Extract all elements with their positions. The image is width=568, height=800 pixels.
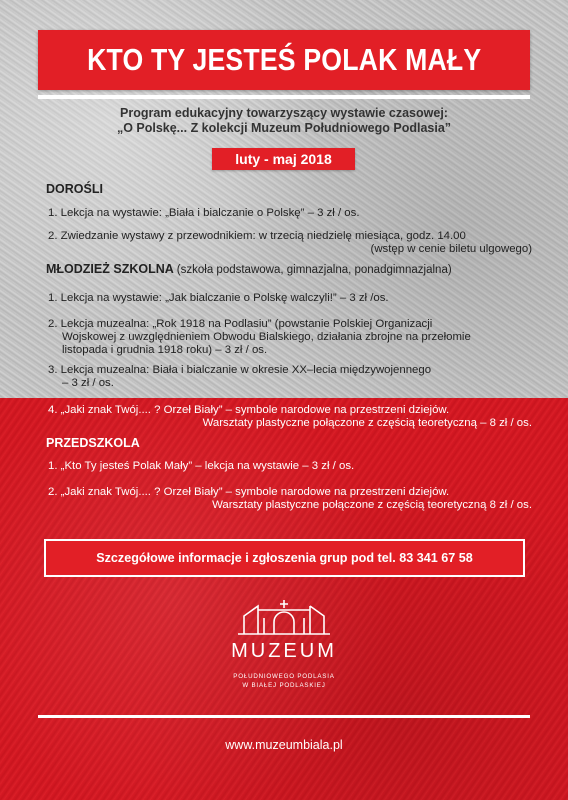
section-heading-adults: DOROŚLI <box>46 182 103 196</box>
contact-info-box <box>44 539 525 577</box>
youth-item-1: 1. Lekcja na wystawie: „Jak bialczanie o Polskę walczyli!” – 3 zł /os. <box>48 292 389 304</box>
preschool-item-2-line-1: 2. „Jaki znak Twój.... ? Orzeł Biały” – symbole narodowe na przestrzeni dziejów. <box>48 486 450 498</box>
youth-item-4-line-2: Warsztaty plastyczne połączone z częścią teoretyczną – 8 zł / os. <box>202 417 532 429</box>
website-link[interactable]: www.muzeumbiala.pl <box>225 738 343 752</box>
adults-item-2-line-1: 2. Zwiedzanie wystawy z przewodnikiem: w trzecią niedzielę miesiąca, godz. 14.00 <box>48 230 466 242</box>
youth-heading: MŁODZIEŻ SZKOLNA <box>46 262 174 276</box>
footer-divider <box>38 715 530 718</box>
youth-item-4 <box>48 404 532 430</box>
section-heading-youth <box>46 262 452 276</box>
preschool-item-2-line-2: Warsztaty plastyczne połączone z częścią teoretyczną 8 zł / os. <box>212 499 532 511</box>
youth-item-2-line-3: listopada i grudnia 1918 roku) – 3 zł / os. <box>62 344 268 356</box>
museum-subtitle <box>184 672 384 690</box>
museum-building-icon <box>234 598 334 636</box>
museum-subtitle-line-1: POŁUDNIOWEGO PODLASIA <box>233 673 335 680</box>
museum-name: MUZEUM <box>231 640 337 662</box>
museum-subtitle-line-2: W BIAŁEJ PODLASKIEJ <box>242 682 326 689</box>
youth-item-2 <box>48 318 532 357</box>
title-underline <box>38 95 530 99</box>
youth-item-4-line-1: 4. „Jaki znak Twój.... ? Orzeł Biały” – symbole narodowe na przestrzeni dziejów. <box>48 404 450 416</box>
title-banner <box>38 30 530 90</box>
youth-heading-note: (szkoła podstawowa, gimnazjalna, ponadgimnazjalna) <box>176 264 452 276</box>
adults-item-2 <box>48 230 532 256</box>
adults-item-2-line-2: (wstęp w cenie biletu ulgowego) <box>370 243 532 255</box>
subtitle-line-2: „O Polskę... Z kolekcji Muzeum Południowego Podlasia” <box>116 121 452 135</box>
youth-item-3 <box>48 364 532 390</box>
date-badge: luty - maj 2018 <box>212 148 355 170</box>
adults-item-1: 1. Lekcja na wystawie: „Biała i bialczanie o Polskę” – 3 zł / os. <box>48 207 360 219</box>
subtitle-line-1: Program edukacyjny towarzyszący wystawie czasowej: <box>120 106 448 120</box>
preschool-item-1: 1. „Kto Ty jesteś Polak Mały” – lekcja na wystawie – 3 zł / os. <box>48 460 355 472</box>
section-heading-preschool: PRZEDSZKOLA <box>46 436 140 450</box>
preschool-item-2 <box>48 486 532 512</box>
program-subtitle <box>40 106 528 136</box>
youth-item-3-line-1: 3. Lekcja muzealna: Biała i bialczanie w okresie XX–lecia międzywojennego <box>48 364 432 376</box>
youth-item-3-line-2: – 3 zł / os. <box>62 377 114 389</box>
youth-item-2-line-2: Wojskowej z uwzględnieniem Obwodu Bialskiego, działania zbrojne na przełomie <box>62 331 471 343</box>
contact-info-text: Szczegółowe informacje i zgłoszenia grup pod tel. 83 341 67 58 <box>96 551 473 565</box>
page-title: KTO TY JESTEŚ POLAK MAŁY <box>86 42 482 77</box>
youth-item-2-line-1: 2. Lekcja muzealna: „Rok 1918 na Podlasiu” (powstanie Polskiej Organizacji <box>48 318 433 330</box>
